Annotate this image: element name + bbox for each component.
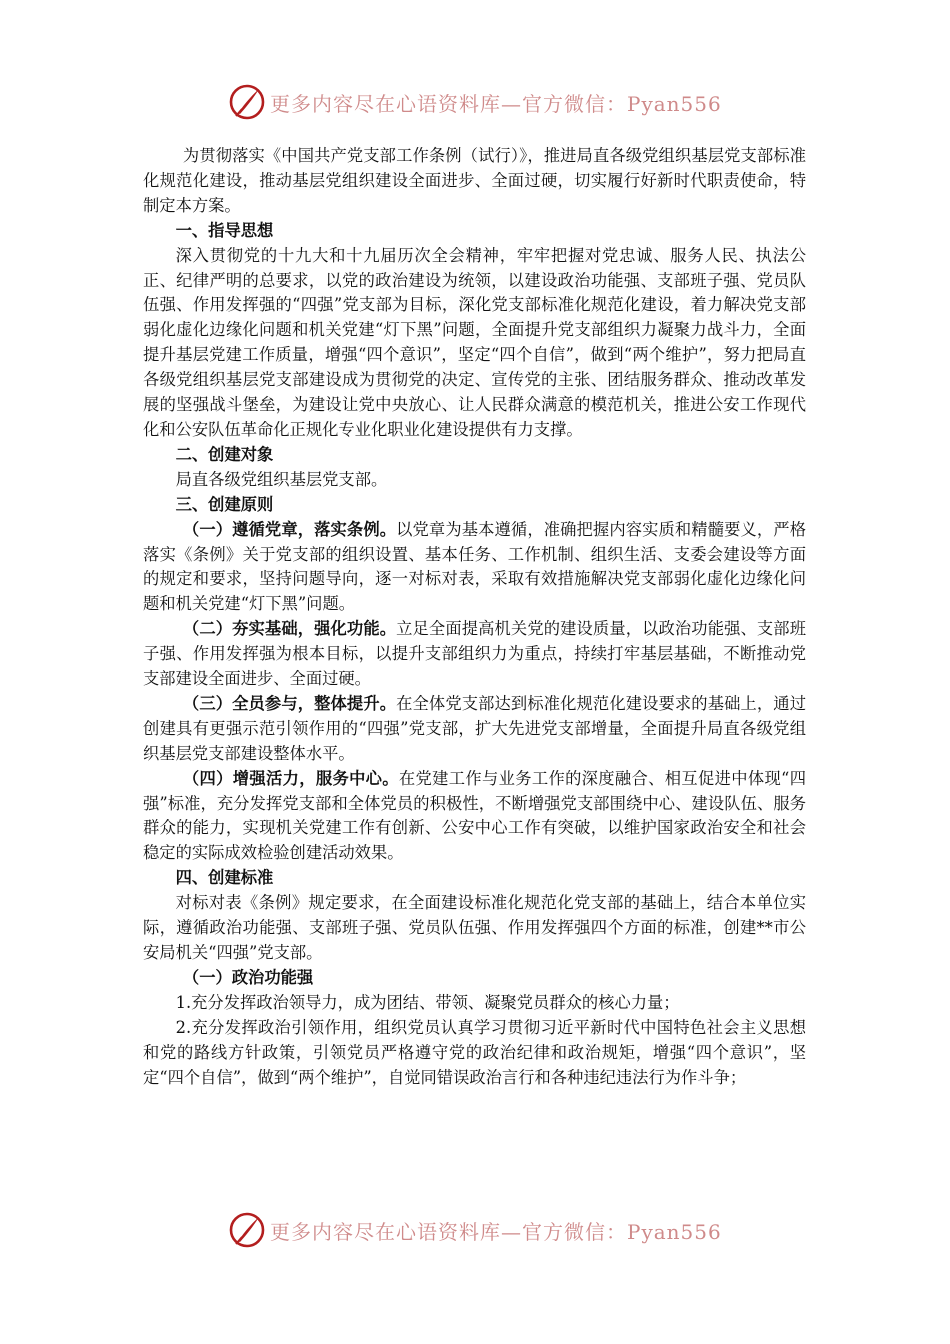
standard-item-2: 2.充分发挥政治引领作用，组织党员认真学习贯彻习近平新时代中国特色社会主义思想和党的路线方针政策，引领党员严格遵守党的政治纪律和政治规矩，增强“四个意识”，坚定“四个自信”，做到“两个维护”，自觉同错误政治言行和各种违纪违法行为作斗争； [143, 1017, 806, 1087]
intro-paragraph: 为贯彻落实《中国共产党支部工作条例（试行）》，推进局直各级党组织基层党支部标准化规范化建设，推动基层党组织建设全面进步、全面过硬，切实履行好新时代职责使命，特制定本方案。 [143, 146, 806, 215]
principle-2 [143, 617, 806, 692]
footer-banner [228, 1210, 728, 1250]
principle-1 [143, 518, 806, 618]
principle-2-lead: （二）夯实基础，强化功能。 [182, 619, 397, 639]
heading-political-function: （一）政治功能强 [182, 967, 314, 987]
heading-guiding-ideology: 一、指导思想 [175, 220, 274, 240]
heading-creation-principles: 三、创建原则 [175, 494, 274, 514]
heading-creation-standards: 四、创建标准 [175, 868, 274, 888]
principle-3-text: 在全体党支部达到标准化规范化建设要求的基础上，通过创建具有更强示范引领作用的“四强”党支部，扩大先进党支部增量，全面提升局直各级党组织基层党支部建设整体水平。 [143, 693, 806, 763]
footer-banner-text: 更多内容尽在心语资料库—官方微信：Pyan556 [270, 1219, 722, 1244]
principle-4-text: 在党建工作与业务工作的深度融合、相互促进中体现“四强”标准，充分发挥党支部和全体党员的积极性，不断增强党支部围绕中心、建设队伍、服务群众的能力，实现机关党建工作有创新、公安中心工作有突破，以维护国家政治安全和社会稳定的实际成效检验创建活动效果。 [143, 768, 806, 863]
document-body [143, 144, 806, 1090]
quill-logo-icon [228, 1211, 266, 1249]
header-banner [228, 82, 728, 122]
paragraph-creation-standards: 对标对表《条例》规定要求，在全面建设标准化规范化党支部的基础上，结合本单位实际，遵循政治功能强、支部班子强、党员队伍强、作用发挥强四个方面的标准，创建**市公安局机关“四强”党支部。 [143, 893, 806, 962]
principle-4 [143, 767, 806, 867]
principle-3-lead: （三）全员参与，整体提升。 [182, 693, 397, 713]
header-banner-text: 更多内容尽在心语资料库—官方微信：Pyan556 [270, 91, 722, 116]
heading-creation-target: 二、创建对象 [175, 444, 274, 464]
principle-4-lead: （四）增强活力，服务中心。 [182, 768, 399, 788]
quill-logo-icon [228, 83, 266, 121]
principle-3 [143, 692, 806, 767]
paragraph-creation-target: 局直各级党组织基层党支部。 [175, 469, 388, 489]
standard-item-1: 1.充分发挥政治领导力，成为团结、带领、凝聚党员群众的核心力量； [175, 992, 680, 1012]
principle-2-text: 立足全面提高机关党的建设质量，以政治功能强、支部班子强、作用发挥强为根本目标，以提升支部组织力为重点，持续打牢基层基础，不断推动党支部建设全面进步、全面过硬。 [143, 619, 806, 689]
principle-1-lead: （一）遵循党章，落实条例。 [182, 519, 397, 539]
principle-1-text: 以党章为基本遵循，准确把握内容实质和精髓要义，严格落实《条例》关于党支部的组织设置、基本任务、工作机制、组织生活、支委会建设等方面的规定和要求，坚持问题导向，逐一对标对表，采取有效措施解决党支部弱化虚化边缘化问题和机关党建“灯下黑”问题。 [143, 519, 806, 614]
paragraph-guiding-ideology: 深入贯彻党的十九大和十九届历次全会精神，牢牢把握对党忠诚、服务人民、执法公正、纪律严明的总要求，以党的政治建设为统领，以建设政治功能强、支部班子强、党员队伍强、作用发挥强的“四强”党支部为目标，深化党支部标准化规范化建设，着力解决党支部弱化虚化边缘化问题和机关党建“灯下黑”问题，全面提升党支部组织力凝聚力战斗力，全面提升基层党建工作质量，增强“四个意识”，坚定“四个自信”，做到“两个维护”，努力把局直各级党组织基层党支部建设成为贯彻党的决定、宣传党的主张、团结服务群众、推动改革发展的坚强战斗堡垒，为建设让党中央放心、让人民群众满意的模范机关，推进公安工作现代化和公安队伍革命化正规化专业化职业化建设提供有力支撑。 [143, 245, 806, 439]
